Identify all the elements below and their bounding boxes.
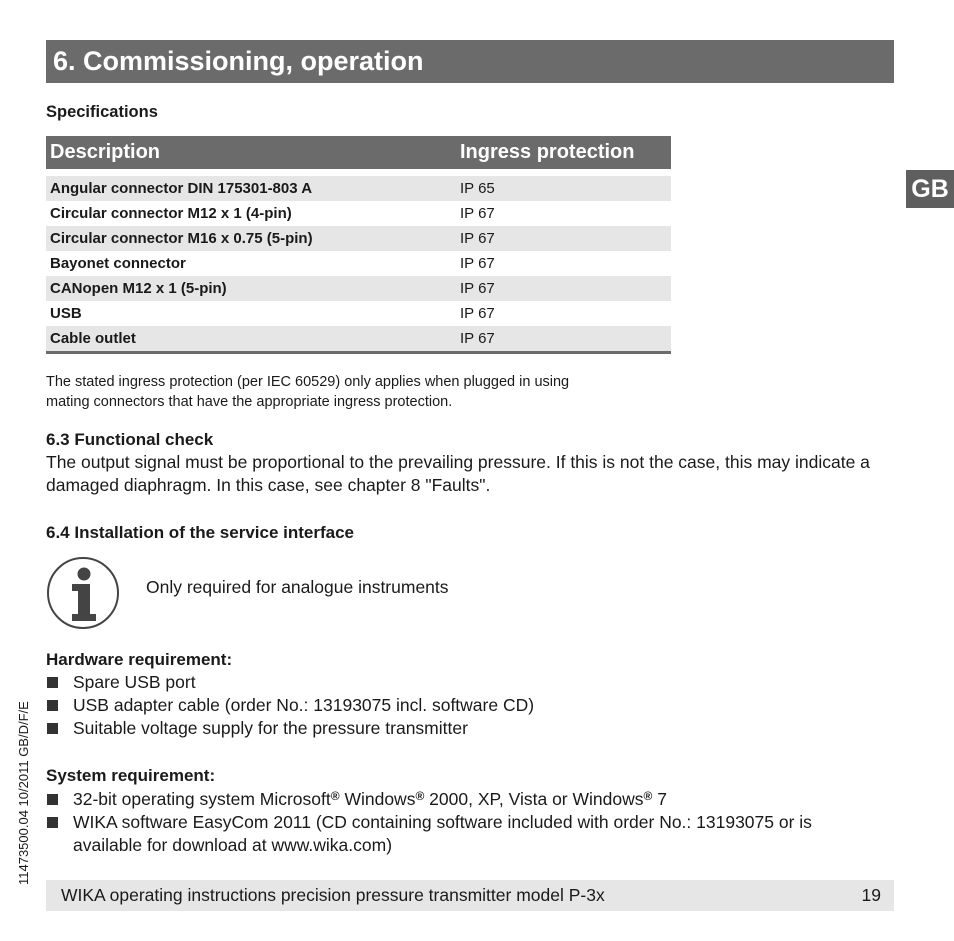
note-line: mating connectors that have the appropriate ingress protection.	[46, 394, 453, 410]
list-item: 32-bit operating system Microsoft® Windows® 2000, XP, Vista or Windows® 7	[46, 788, 883, 811]
system-list	[46, 788, 883, 857]
hardware-heading: Hardware requirement:	[46, 650, 233, 669]
table-row	[46, 276, 671, 301]
table-row	[46, 326, 671, 353]
section-header-bar	[46, 40, 894, 83]
list-item: Suitable voltage supply for the pressure transmitter	[46, 717, 883, 740]
table-header-row	[46, 136, 671, 169]
cell-protection: IP 65	[453, 176, 671, 201]
bullet-square-icon	[47, 700, 58, 711]
cell-description: USB	[50, 305, 82, 322]
document-code: 11473500.04 10/2011 GB/D/F/E	[16, 701, 31, 885]
registered-mark: ®	[330, 789, 340, 803]
cell-protection: IP 67	[460, 305, 495, 322]
table-row	[46, 251, 671, 276]
page-title: 6. Commissioning, operation	[53, 46, 424, 76]
cell-protection: IP 67	[453, 226, 671, 251]
service-interface-heading: 6.4 Installation of the service interface	[46, 523, 355, 542]
table-row	[46, 176, 671, 201]
cell-description: Circular connector M16 x 0.75 (5-pin)	[46, 226, 453, 251]
cell-description: Circular connector M12 x 1 (4-pin)	[50, 205, 292, 222]
list-item: Spare USB port	[46, 671, 883, 694]
registered-mark: ®	[415, 789, 425, 803]
info-text: Only required for analogue instruments	[146, 577, 449, 597]
footer-bar	[46, 880, 894, 911]
specifications-label: Specifications	[46, 103, 158, 121]
ingress-note	[46, 372, 666, 412]
table-row	[46, 226, 671, 251]
column-header-ingress-protection: Ingress protection	[453, 136, 671, 169]
table-row	[46, 301, 671, 326]
info-icon	[46, 556, 120, 630]
page-number: 19	[861, 885, 881, 905]
cell-protection: IP 67	[453, 276, 671, 301]
footer-text: WIKA operating instructions precision pressure transmitter model P-3x	[61, 885, 605, 905]
cell-protection: IP 67	[460, 255, 495, 272]
functional-check-text: The output signal must be proportional to the prevailing pressure. If this is not the case, this may indicate a damaged diaphragm. In this case, see chapter 8 "Faults".	[46, 452, 870, 495]
hardware-list	[46, 671, 883, 740]
cell-description: Cable outlet	[46, 326, 453, 353]
bullet-square-icon	[47, 677, 58, 688]
bullet-square-icon	[47, 794, 58, 805]
language-tab: GB	[906, 170, 954, 208]
cell-protection: IP 67	[453, 326, 671, 353]
table-row	[46, 201, 671, 226]
bullet-square-icon	[47, 723, 58, 734]
note-line: The stated ingress protection (per IEC 60529) only applies when plugged in using	[46, 374, 570, 390]
list-item: USB adapter cable (order No.: 13193075 incl. software CD)	[46, 694, 883, 717]
cell-description: Angular connector DIN 175301-803 A	[46, 176, 453, 201]
cell-description: Bayonet connector	[50, 255, 186, 272]
cell-protection: IP 67	[460, 205, 495, 222]
functional-check-heading: 6.3 Functional check	[46, 430, 214, 449]
registered-mark: ®	[643, 789, 653, 803]
specifications-table	[46, 136, 671, 354]
column-header-description: Description	[46, 136, 453, 169]
list-item: WIKA software EasyCom 2011 (CD containing software included with order No.: 13193075 or is available for download at www.wika.com)	[46, 811, 883, 857]
bullet-square-icon	[47, 817, 58, 828]
cell-description: CANopen M12 x 1 (5-pin)	[46, 276, 453, 301]
system-heading: System requirement:	[46, 766, 216, 785]
